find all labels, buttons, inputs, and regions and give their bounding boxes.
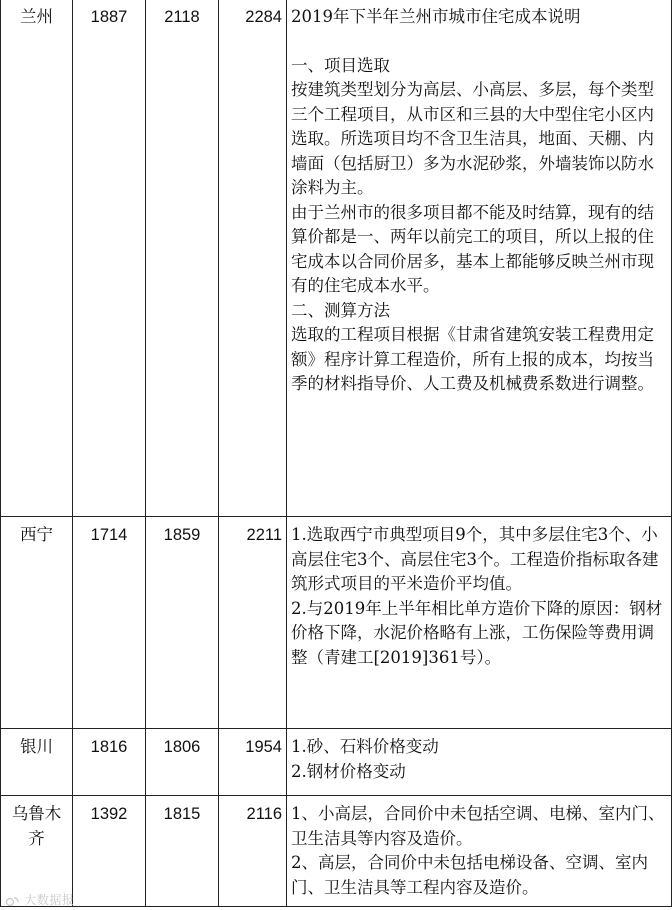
value-cell: 1392 [73, 796, 146, 907]
note-heading: 一、项目选取 [291, 55, 390, 75]
table-row [1, 0, 672, 517]
value-cell: 1806 [146, 729, 219, 796]
note-paragraph: 2.与2019年上半年相比单方造价下降的原因：钢材价格下降，水泥价格略有上涨，工伤保险等费用调整（青建工[2019]361号）。 [291, 598, 663, 667]
value-cell: 2116 [219, 796, 287, 907]
note-paragraph: 1、小高层，合同价中未包括空调、电梯、室内门、卫生洁具等内容及造价。 [291, 804, 665, 848]
value-cell: 2118 [146, 0, 219, 517]
note-cell [287, 729, 672, 796]
note-paragraph: 选取的工程项目根据《甘肃省建筑安装工程费用定额》程序计算工程造价，所有上报的成本，均按当季的材料指导价、人工费及机械费系数进行调整。 [291, 325, 654, 393]
note-paragraph: 2、高层，合同价中未包括电梯设备、空调、室内门、卫生洁具等工程内容及造价。 [291, 853, 648, 897]
value-cell: 1954 [219, 729, 287, 796]
city-cell: 西宁 [1, 517, 73, 729]
value-cell: 1887 [73, 0, 146, 517]
note-paragraph: 按建筑类型划分为高层、小高层、多层，每个类型三个工程项目，从市区和三县的大中型住宅小区内选取。所选项目均不含卫生洁具，地面、天棚、内墙面（包括厨卫）多为水泥砂浆，外墙装饰以防水涂料为主。 [291, 80, 654, 197]
logo-icon [6, 895, 20, 907]
note-paragraph: 1.砂、石料价格变动 [291, 737, 439, 756]
city-cell: 兰州 [1, 0, 73, 517]
value-cell: 2211 [219, 517, 287, 729]
note-paragraph: 2.钢材价格变动 [291, 761, 406, 781]
note-paragraph: 1.选取西宁市典型项目9个，其中多层住宅3个、小高层住宅3个、高层住宅3个。工程造价指标取各建筑形式项目的平米造价平均值。 [291, 525, 659, 593]
watermark-text: 大数据报 [24, 893, 75, 907]
table-row [1, 729, 672, 796]
value-cell: 2284 [219, 0, 287, 517]
watermark [6, 891, 74, 908]
note-cell [287, 0, 672, 517]
note-title: 2019年下半年兰州市城市住宅成本说明 [291, 7, 581, 26]
table-row [1, 796, 672, 907]
value-cell: 1815 [146, 796, 219, 907]
note-paragraph: 由于兰州市的很多项目都不能及时结算，现有的结算价都是一、两年以前完工的项目，所以上报的住宅成本以合同价居多，基本上都能够反映兰州市现有的住宅成本水平。 [291, 202, 654, 295]
note-cell [287, 517, 672, 729]
note-cell [287, 796, 672, 907]
table-row [1, 517, 672, 729]
value-cell: 1714 [73, 517, 146, 729]
value-cell: 1816 [73, 729, 146, 796]
value-cell: 1859 [146, 517, 219, 729]
city-cell: 乌鲁木齐 [1, 796, 73, 907]
city-cell: 银川 [1, 729, 73, 796]
note-heading: 二、测算方法 [291, 300, 390, 320]
